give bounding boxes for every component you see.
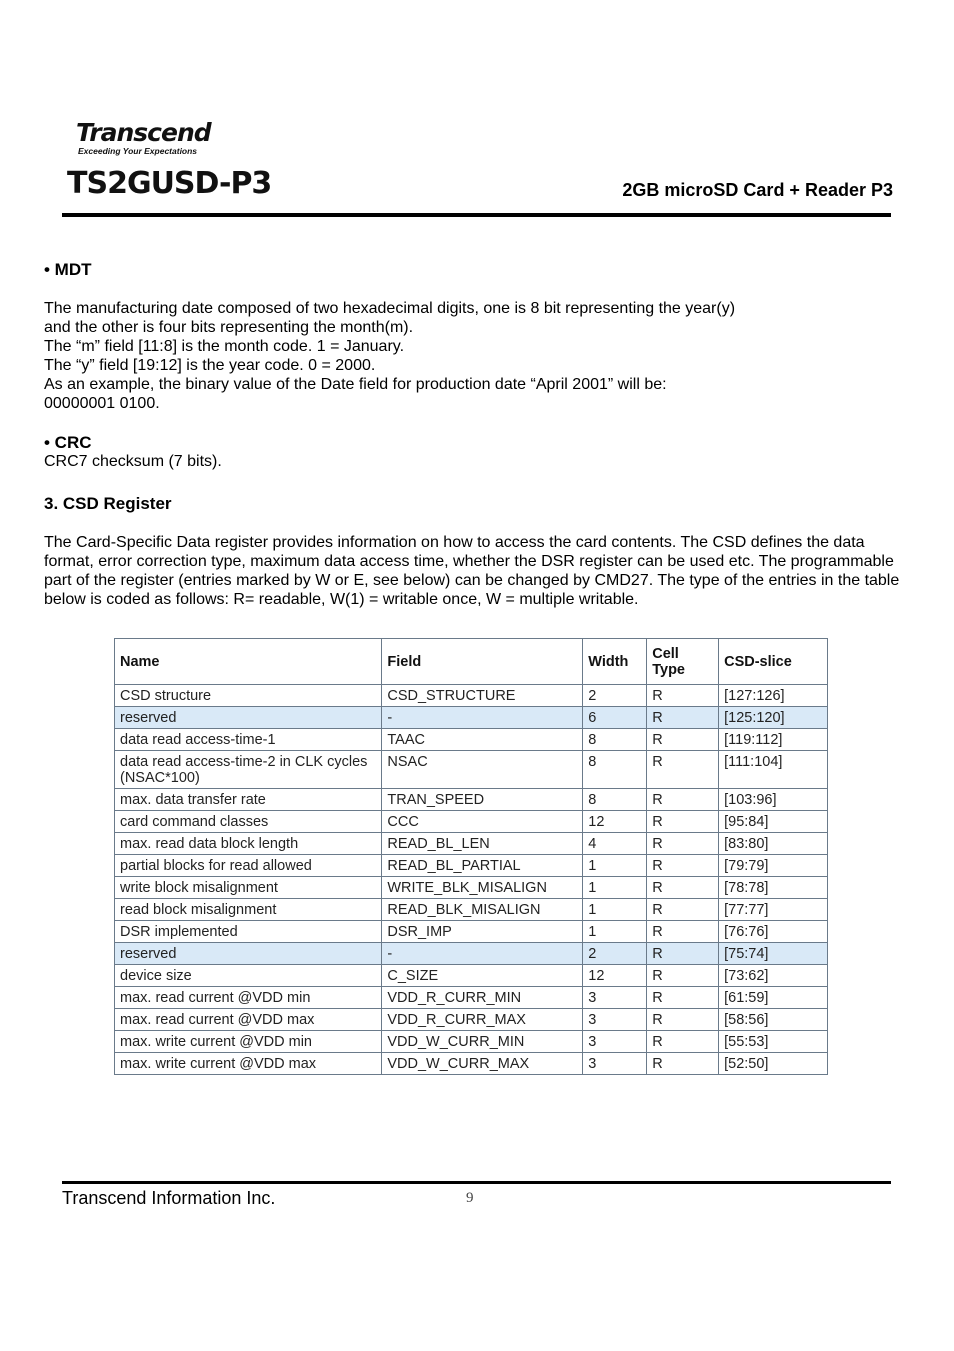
table-row bbox=[115, 855, 828, 877]
cell-type: R bbox=[647, 943, 719, 965]
cell-field: TAAC bbox=[382, 729, 583, 751]
table-row bbox=[115, 1053, 828, 1075]
cell-width: 3 bbox=[583, 1009, 647, 1031]
cell-width: 8 bbox=[583, 729, 647, 751]
table-row bbox=[115, 833, 828, 855]
cell-type: R bbox=[647, 1053, 719, 1075]
cell-field: DSR_IMP bbox=[382, 921, 583, 943]
cell-csd-slice: [95:84] bbox=[719, 811, 828, 833]
cell-csd-slice: [125:120] bbox=[719, 707, 828, 729]
crc-heading: • CRC bbox=[44, 433, 92, 452]
cell-csd-slice: [76:76] bbox=[719, 921, 828, 943]
cell-type: R bbox=[647, 1031, 719, 1053]
cell-csd-slice: [75:74] bbox=[719, 943, 828, 965]
table-row bbox=[115, 943, 828, 965]
cell-type: R bbox=[647, 965, 719, 987]
cell-type: R bbox=[647, 1009, 719, 1031]
cell-csd-slice: [61:59] bbox=[719, 987, 828, 1009]
col-header-name: Name bbox=[115, 639, 382, 685]
table-body bbox=[115, 685, 828, 1075]
cell-type: R bbox=[647, 685, 719, 707]
cell-name: card command classes bbox=[115, 811, 382, 833]
table-row bbox=[115, 899, 828, 921]
cell-type: R bbox=[647, 833, 719, 855]
col-header-field: Field bbox=[382, 639, 583, 685]
cell-csd-slice: [55:53] bbox=[719, 1031, 828, 1053]
table-row bbox=[115, 921, 828, 943]
cell-width: 3 bbox=[583, 987, 647, 1009]
cell-width: 3 bbox=[583, 1053, 647, 1075]
cell-field: VDD_R_CURR_MIN bbox=[382, 987, 583, 1009]
cell-name: max. read current @VDD min bbox=[115, 987, 382, 1009]
cell-name: partial blocks for read allowed bbox=[115, 855, 382, 877]
cell-name: reserved bbox=[115, 943, 382, 965]
mdt-heading: • MDT bbox=[44, 260, 92, 279]
cell-field: CCC bbox=[382, 811, 583, 833]
cell-type: R bbox=[647, 921, 719, 943]
cell-field: VDD_R_CURR_MAX bbox=[382, 1009, 583, 1031]
csd-heading: 3. CSD Register bbox=[44, 494, 172, 513]
mdt-description bbox=[44, 299, 904, 413]
cell-csd-slice: [103:96] bbox=[719, 789, 828, 811]
table-row bbox=[115, 965, 828, 987]
cell-type: R bbox=[647, 877, 719, 899]
cell-width: 12 bbox=[583, 811, 647, 833]
table-row bbox=[115, 811, 828, 833]
cell-type: R bbox=[647, 899, 719, 921]
cell-width: 3 bbox=[583, 1031, 647, 1053]
cell-width: 4 bbox=[583, 833, 647, 855]
cell-name: data read access-time-2 in CLK cycles (NSAC*100) bbox=[115, 751, 382, 789]
brand-name: Transcend bbox=[76, 118, 211, 147]
cell-width: 6 bbox=[583, 707, 647, 729]
cell-type: R bbox=[647, 751, 719, 789]
brand-logo bbox=[76, 118, 211, 156]
cell-name: max. read data block length bbox=[115, 833, 382, 855]
mdt-line: 00000001 0100. bbox=[44, 395, 160, 412]
cell-name: DSR implemented bbox=[115, 921, 382, 943]
cell-csd-slice: [79:79] bbox=[719, 855, 828, 877]
cell-name: device size bbox=[115, 965, 382, 987]
cell-csd-slice: [83:80] bbox=[719, 833, 828, 855]
page-number: 9 bbox=[466, 1190, 474, 1206]
table-row bbox=[115, 1031, 828, 1053]
cell-name: max. data transfer rate bbox=[115, 789, 382, 811]
cell-width: 8 bbox=[583, 789, 647, 811]
col-header-csd-slice: CSD-slice bbox=[719, 639, 828, 685]
cell-type: R bbox=[647, 729, 719, 751]
mdt-line: The manufacturing date composed of two hexadecimal digits, one is 8 bit representing the year(y) bbox=[44, 300, 736, 317]
cell-csd-slice: [77:77] bbox=[719, 899, 828, 921]
cell-name: max. read current @VDD max bbox=[115, 1009, 382, 1031]
table-row bbox=[115, 1009, 828, 1031]
cell-field: C_SIZE bbox=[382, 965, 583, 987]
cell-name: reserved bbox=[115, 707, 382, 729]
table-row bbox=[115, 987, 828, 1009]
cell-csd-slice: [73:62] bbox=[719, 965, 828, 987]
cell-field: NSAC bbox=[382, 751, 583, 789]
cell-field: CSD_STRUCTURE bbox=[382, 685, 583, 707]
table-row bbox=[115, 789, 828, 811]
table-header-row bbox=[115, 639, 828, 685]
cell-field: READ_BLK_MISALIGN bbox=[382, 899, 583, 921]
cell-type: R bbox=[647, 855, 719, 877]
table-row bbox=[115, 729, 828, 751]
cell-type: R bbox=[647, 987, 719, 1009]
table-row bbox=[115, 751, 828, 789]
brand-tagline: Exceeding Your Expectations bbox=[78, 146, 198, 156]
cell-field: READ_BL_LEN bbox=[382, 833, 583, 855]
cell-name: max. write current @VDD min bbox=[115, 1031, 382, 1053]
mdt-line: As an example, the binary value of the Date field for production date “April 2001” will be: bbox=[44, 376, 667, 393]
document-body bbox=[44, 260, 904, 609]
cell-name: read block misalignment bbox=[115, 899, 382, 921]
cell-field: WRITE_BLK_MISALIGN bbox=[382, 877, 583, 899]
mdt-line: The “m” field [11:8] is the month code. 1 = January. bbox=[44, 338, 405, 355]
table-row bbox=[115, 685, 828, 707]
cell-csd-slice: [111:104] bbox=[719, 751, 828, 789]
cell-csd-slice: [127:126] bbox=[719, 685, 828, 707]
cell-field: TRAN_SPEED bbox=[382, 789, 583, 811]
mdt-line: and the other is four bits representing the month(m). bbox=[44, 319, 414, 336]
model-number: TS2GUSD-P3 bbox=[67, 166, 272, 201]
col-header-width: Width bbox=[583, 639, 647, 685]
cell-width: 1 bbox=[583, 855, 647, 877]
cell-width: 1 bbox=[583, 877, 647, 899]
cell-width: 8 bbox=[583, 751, 647, 789]
cell-field: READ_BL_PARTIAL bbox=[382, 855, 583, 877]
cell-csd-slice: [52:50] bbox=[719, 1053, 828, 1075]
mdt-line: The “y” field [19:12] is the year code. 0 = 2000. bbox=[44, 357, 376, 374]
col-header-cell-type: Cell Type bbox=[647, 639, 719, 685]
cell-name: CSD structure bbox=[115, 685, 382, 707]
cell-field: VDD_W_CURR_MAX bbox=[382, 1053, 583, 1075]
cell-width: 12 bbox=[583, 965, 647, 987]
cell-field: VDD_W_CURR_MIN bbox=[382, 1031, 583, 1053]
cell-width: 2 bbox=[583, 943, 647, 965]
cell-width: 1 bbox=[583, 921, 647, 943]
cell-csd-slice: [58:56] bbox=[719, 1009, 828, 1031]
cell-width: 2 bbox=[583, 685, 647, 707]
cell-name: write block misalignment bbox=[115, 877, 382, 899]
table-row bbox=[115, 877, 828, 899]
header-divider bbox=[62, 213, 891, 217]
cell-csd-slice: [119:112] bbox=[719, 729, 828, 751]
cell-csd-slice: [78:78] bbox=[719, 877, 828, 899]
cell-field: - bbox=[382, 707, 583, 729]
cell-name: data read access-time-1 bbox=[115, 729, 382, 751]
cell-type: R bbox=[647, 811, 719, 833]
cell-type: R bbox=[647, 789, 719, 811]
table-row bbox=[115, 707, 828, 729]
cell-field: - bbox=[382, 943, 583, 965]
cell-name: max. write current @VDD max bbox=[115, 1053, 382, 1075]
footer-divider bbox=[62, 1181, 891, 1184]
csd-description: The Card-Specific Data register provides information on how to access the card contents. The CSD defines the data format, error correction type, maximum data access time, whether the DSR register can be used etc. The programmable part of the register (entries marked by W or E, see below) can be changed by CMD27. The type of the entries in the table below is coded as follows: R= readable, W(1) = writable once, W = multiple writable. bbox=[44, 534, 900, 608]
cell-width: 1 bbox=[583, 899, 647, 921]
csd-register-table bbox=[114, 638, 828, 1075]
crc-description: CRC7 checksum (7 bits). bbox=[44, 453, 222, 470]
cell-type: R bbox=[647, 707, 719, 729]
footer-company: Transcend Information Inc. bbox=[62, 1188, 276, 1208]
product-title: 2GB microSD Card + Reader P3 bbox=[622, 180, 893, 200]
